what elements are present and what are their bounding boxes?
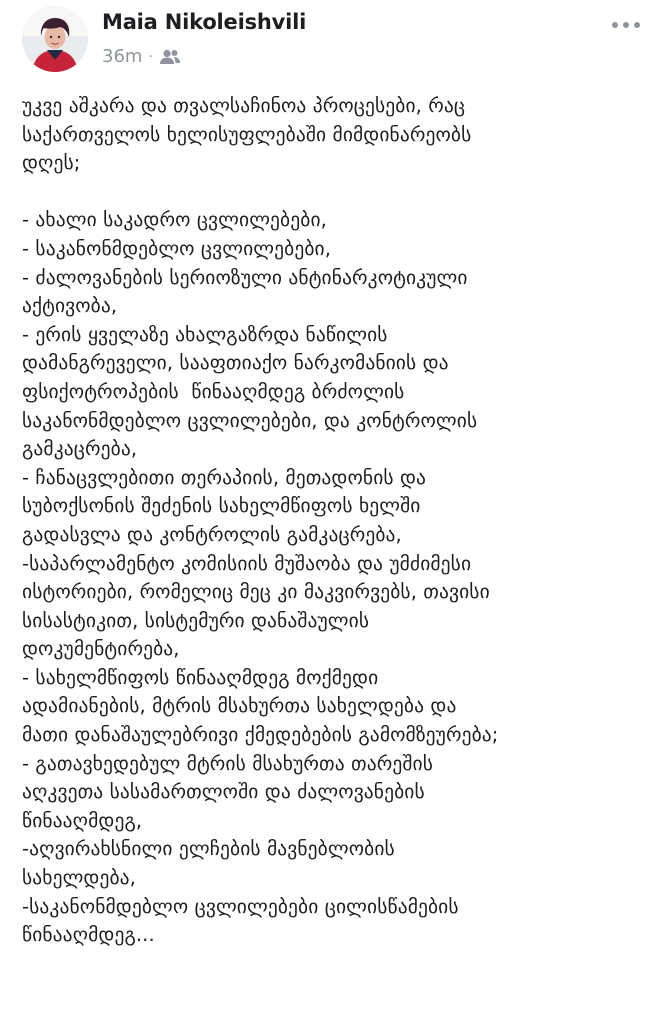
post-text-line: წინააღმდეგ, — [22, 808, 143, 832]
post-text-line: სისასტიკით, სისტემური დანაშაულის — [22, 608, 370, 632]
post-text-line: გამკაცრება, — [22, 437, 138, 461]
post-text-line: აქტივობა, — [22, 294, 118, 318]
post-text-line: დღეს; — [22, 151, 81, 175]
meta-separator: · — [148, 48, 153, 65]
post-text-line: - ერის ყველაზე ახალგაზრდა ნაწილის — [22, 322, 388, 346]
post-text-line: - საკანონმდებლო ცვლილებები, — [22, 236, 332, 260]
post-text-line: - გათავხედებულ მტრის მსახურთა თარეშის — [22, 751, 434, 775]
post-text-line: ისტორიები, რომელიც მეც კი მაკვირვებს, თავისი — [22, 580, 490, 604]
post-text-line: საკანონმდებლო ცვლილებები, და კონტროლის — [22, 408, 478, 432]
avatar[interactable] — [22, 6, 88, 72]
post-header — [22, 6, 647, 76]
post-time[interactable]: 36m — [102, 46, 143, 67]
post-text-line: აღკვეთა სასამართლოში და ძალოვანების — [22, 780, 425, 804]
post-meta — [102, 46, 181, 67]
post-text-line: -საპარლამენტო კომისიის მუშაობა და უმძიმესი — [22, 551, 472, 575]
post-text-line: საქართველოს ხელისუფლებაში მიმდინარეობს — [22, 122, 472, 146]
post-text-line: ფსიქოტროპების წინააღმდეგ ბრძოლის — [22, 379, 405, 403]
post-text-line: წინააღმდეგ... — [22, 923, 155, 947]
post-text-line: - ჩანაცვლებითი თერაპიის, მეთადონის და — [22, 465, 427, 489]
post-text-line: დამანგრეველი, სააფთიაქო ნარკომანიის და — [22, 351, 449, 375]
post-text-line: -საკანონმდებლო ცვლილებები ცილისწამების — [22, 894, 459, 918]
post-text-line: -აღვირახსნილი ელჩების მავნებლობის — [22, 837, 395, 861]
post-text — [22, 92, 647, 950]
more-horizontal-icon — [611, 21, 641, 29]
post-text-line: უკვე აშკარა და თვალსაჩინოა პროცესები, რაც — [22, 94, 466, 117]
post-text-line: სუბოქსონის შეძენის სახელმწიფოს ხელში — [22, 494, 421, 518]
post-text-line: - ახალი საკადრო ცვლილებები, — [22, 208, 327, 232]
post-text-line: გადასვლა და კონტროლის გამკაცრება, — [22, 522, 402, 546]
friends-icon[interactable] — [159, 49, 181, 65]
post-text-line: - სახელმწიფოს წინააღმდეგ მოქმედი — [22, 665, 379, 689]
author-name[interactable]: Maia Nikoleishvili — [102, 10, 307, 34]
post-text-line — [22, 178, 647, 207]
post-text-line: - ძალოვანების სერიოზული ანტინარკოტიკული — [22, 265, 468, 289]
post-text-line: დოკუმენტირება, — [22, 637, 180, 661]
post-text-line: სახელდება, — [22, 866, 136, 890]
more-options-button[interactable] — [609, 12, 643, 38]
post-text-line: მათი დანაშაულებრივი ქმედებების გამომზეურება; — [22, 723, 499, 747]
avatar-image — [22, 6, 88, 72]
post-text-line: ადამიანების, მტრის მსახურთა სახელდება და — [22, 694, 457, 718]
